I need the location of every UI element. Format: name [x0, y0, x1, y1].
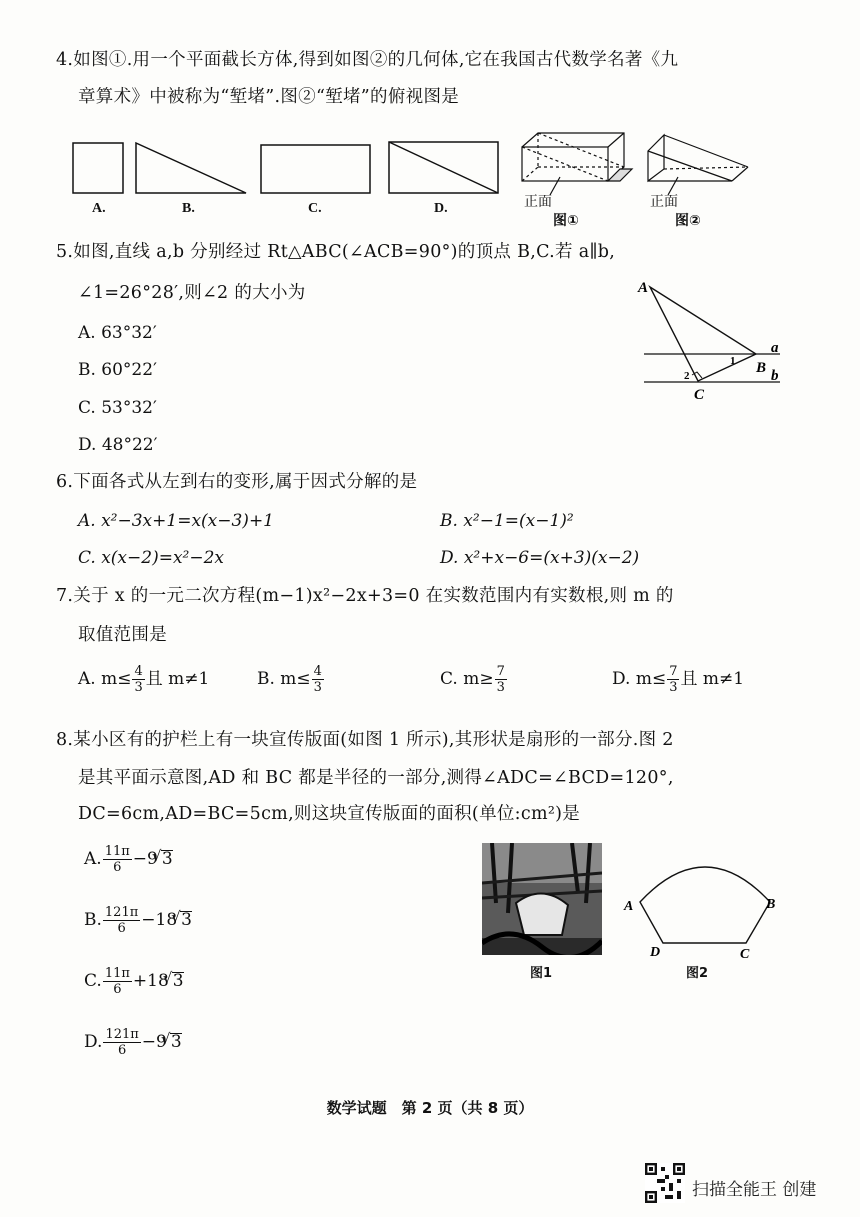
q8-option-d: D. $\frac{121\pi}{6}$ −9√ 3 [84, 1027, 182, 1058]
q8-option-b: B. $\frac{121\pi}{6}$ −18√ 3 [84, 905, 192, 936]
watermark-text: 扫描全能王 创建 [692, 1180, 817, 1200]
q5-option-c: C. 53°32′ [78, 398, 157, 418]
q8-option-a: A. $\frac{11\pi}{6}$ −9√ 3 [84, 844, 173, 875]
fig2-label-D: D [650, 945, 661, 960]
q4-line1: 4.如图①.用一个平面截长方体,得到如图②的几何体,它在我国古代数学名著《九 [56, 50, 679, 70]
q5-line1: 5.如图,直线 a,b 分别经过 Rt△ABC(∠ACB=90°)的顶点 B,C.若 a∥b, [56, 242, 616, 262]
page-footer: 数学试题 第 2 页（共 8 页） [326, 1099, 534, 1117]
label-angle2: 2 [684, 370, 690, 382]
label-b: b [771, 368, 779, 384]
q5-option-d: D. 48°22′ [78, 435, 158, 455]
q4-option-b-shape [136, 143, 246, 193]
q4-fig2-caption: 图② [675, 213, 701, 229]
fig2-label-A: A [624, 899, 634, 914]
q7-option-b: B. m≤ $\frac{4}{3}$ [257, 664, 322, 695]
qr-code-icon [645, 1163, 685, 1203]
q7-option-d: D. m≤ $\frac{7}{3}$ 且 m≠1 [612, 664, 745, 695]
q4-option-a-label: A. [92, 201, 106, 216]
q4-figures [60, 125, 760, 235]
q4-fig1-box [522, 133, 632, 195]
label-angle1: 1 [730, 355, 736, 367]
q4-option-d-label: D. [434, 201, 448, 216]
q8-fig1-photo [482, 843, 602, 955]
label-C: C [694, 387, 705, 403]
label-a: a [771, 340, 779, 356]
q5-line2: ∠1=26°28′,则∠2 的大小为 [78, 283, 306, 303]
q5-option-a: A. 63°32′ [78, 323, 157, 343]
label-B: B [756, 360, 767, 376]
q4-option-a-shape [73, 143, 123, 193]
q8-fig2 [620, 850, 790, 970]
q8-line1: 8.某小区有的护栏上有一块宣传版面(如图 1 所示),其形状是扇形的一部分.图 2 [56, 730, 674, 750]
q6-option-c: C. x(x−2)=x²−2x [78, 548, 225, 568]
q4-fig1-caption: 图① [553, 213, 579, 229]
fig2-label-B: B [766, 897, 776, 912]
q8-line2: 是其平面示意图,AD 和 BC 都是半径的一部分,测得∠ADC=∠BCD=120°, [78, 768, 674, 788]
q7-line1: 7.关于 x 的一元二次方程(m−1)x²−2x+3=0 在实数范围内有实数根,则 m 的 [56, 586, 674, 606]
q5-option-b: B. 60°22′ [78, 360, 157, 380]
q4-fig2-label: 正面 [650, 194, 678, 210]
q4-option-b-label: B. [182, 201, 195, 216]
q5-figure [630, 275, 790, 405]
q6-line1: 6.下面各式从左到右的变形,属于因式分解的是 [56, 472, 418, 492]
q4-line2: 章算术》中被称为“堑堵”.图②“堑堵”的俯视图是 [78, 87, 460, 107]
q8-option-c: C. $\frac{11\pi}{6}$ +18√ 3 [84, 966, 184, 997]
q6-option-d: D. x²+x−6=(x+3)(x−2) [440, 548, 640, 568]
q4-option-c-label: C. [308, 201, 322, 216]
q8-line3: DC=6cm,AD=BC=5cm,则这块宣传版面的面积(单位:cm²)是 [78, 804, 581, 824]
q6-option-a: A. x²−3x+1=x(x−3)+1 [78, 511, 274, 531]
q8-fig1-caption: 图1 [530, 966, 553, 981]
q7-line2: 取值范围是 [78, 625, 167, 645]
triangle-abc [650, 287, 756, 381]
q8-fig2-caption: 图2 [686, 966, 709, 981]
q6-option-b: B. x²−1=(x−1)² [440, 511, 574, 531]
q7-option-c: C. m≥ $\frac{7}{3}$ [440, 664, 505, 695]
q7-option-a: A. m≤ $\frac{4}{3}$ 且 m≠1 [78, 664, 210, 695]
fig2-label-C: C [740, 947, 750, 962]
label-A: A [638, 280, 649, 296]
q4-fig1-label: 正面 [524, 194, 552, 210]
q4-fig2-prism [648, 135, 748, 195]
q4-option-c-shape [261, 145, 370, 193]
